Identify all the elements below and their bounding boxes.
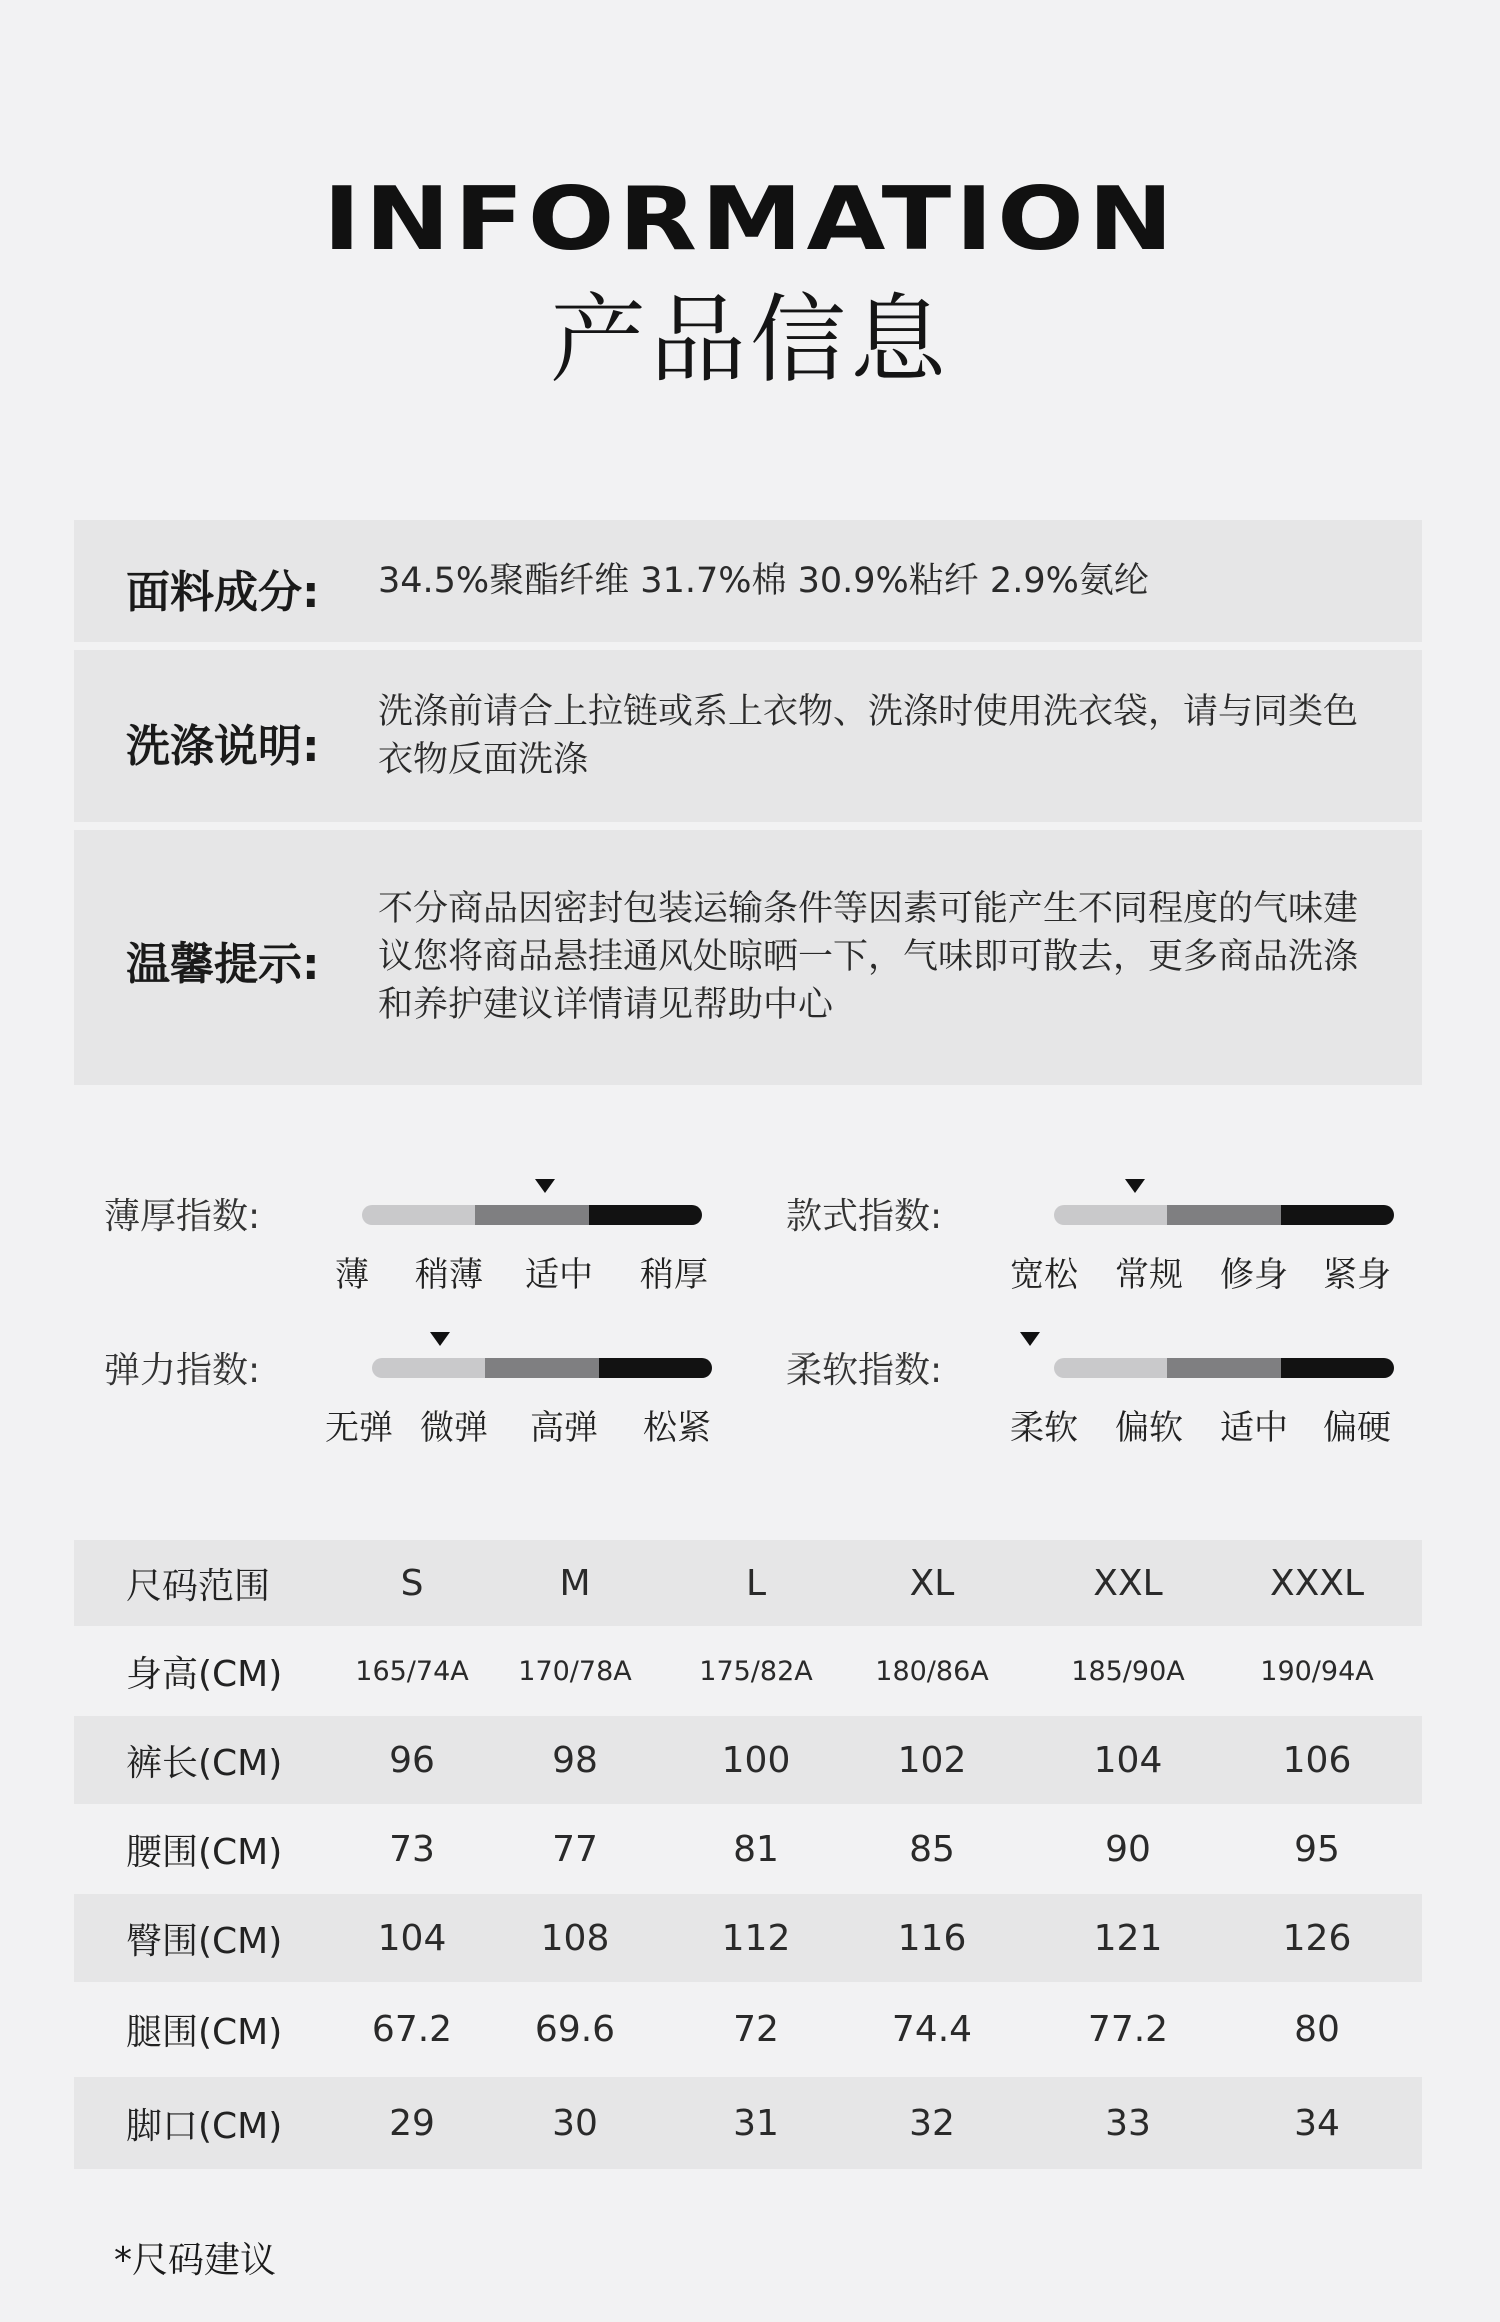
index-option: 常规 bbox=[1115, 1255, 1183, 1295]
table-cell: 190/94A bbox=[1260, 1655, 1374, 1687]
size-column-header: XXL bbox=[1093, 1562, 1163, 1604]
table-cell: 73 bbox=[389, 1828, 435, 1870]
table-row bbox=[74, 1804, 1422, 1894]
table-cell: 185/90A bbox=[1071, 1655, 1185, 1687]
index-option: 薄 bbox=[335, 1255, 369, 1295]
index-scale-bar bbox=[372, 1358, 712, 1378]
table-cell: 104 bbox=[377, 1917, 447, 1959]
table-row bbox=[74, 1982, 1422, 2077]
table-cell: 69.6 bbox=[534, 2009, 616, 2050]
index-option: 松紧 bbox=[643, 1408, 711, 1448]
index-option: 适中 bbox=[1220, 1408, 1288, 1448]
table-cell: 31 bbox=[733, 2102, 779, 2144]
size-column-header: M bbox=[559, 1562, 591, 1604]
table-cell: 95 bbox=[1294, 1828, 1340, 1870]
table-cell: 29 bbox=[389, 2102, 435, 2144]
row-label: 腰围(CM) bbox=[126, 1831, 283, 1873]
row-label: 身高(CM) bbox=[126, 1653, 283, 1695]
index-option: 柔软 bbox=[1010, 1408, 1078, 1448]
index-marker-icon bbox=[535, 1179, 555, 1193]
table-cell: 102 bbox=[897, 1739, 967, 1781]
table-cell: 80 bbox=[1294, 2009, 1340, 2050]
index-option: 偏软 bbox=[1115, 1408, 1183, 1448]
index-label: 柔软指数: bbox=[786, 1350, 943, 1391]
table-cell: 106 bbox=[1282, 1739, 1352, 1781]
index-option: 高弹 bbox=[530, 1408, 598, 1448]
table-cell: 74.4 bbox=[891, 2009, 973, 2050]
table-cell: 32 bbox=[909, 2102, 955, 2144]
table-cell: 126 bbox=[1282, 1917, 1352, 1959]
table-cell: 96 bbox=[389, 1739, 435, 1781]
index-label: 弹力指数: bbox=[104, 1350, 261, 1391]
info-row-tips bbox=[74, 830, 1422, 1085]
info-text: 不分商品因密封包装运输条件等因素可能产生不同程度的气味建议您将商品悬挂通风处晾晒一下，气味即可散去，更多商品洗涤和养护建议详情请见帮助中心 bbox=[378, 889, 1359, 1025]
row-label: 腿围(CM) bbox=[126, 2012, 283, 2053]
index-scale-bar bbox=[362, 1205, 702, 1225]
table-cell: 67.2 bbox=[371, 2009, 453, 2050]
index-scale-bar bbox=[1054, 1358, 1394, 1378]
table-cell: 175/82A bbox=[699, 1655, 813, 1687]
size-column-header: S bbox=[400, 1562, 424, 1604]
row-label: 裤长(CM) bbox=[126, 1742, 283, 1784]
info-label: 洗涤说明: bbox=[126, 721, 320, 772]
index-option: 稍薄 bbox=[415, 1255, 483, 1295]
info-label: 温馨提示: bbox=[126, 939, 320, 990]
index-label: 款式指数: bbox=[786, 1196, 943, 1237]
table-cell: 85 bbox=[909, 1828, 955, 1870]
table-row bbox=[74, 2077, 1422, 2169]
index-option: 稍厚 bbox=[640, 1255, 708, 1295]
title-chinese: 产品信息 bbox=[550, 284, 950, 396]
index-scale-bar bbox=[1054, 1205, 1394, 1225]
table-cell: 34 bbox=[1294, 2102, 1340, 2144]
index-option: 微弹 bbox=[420, 1408, 488, 1448]
index-marker-icon bbox=[1125, 1179, 1145, 1193]
index-option: 适中 bbox=[525, 1255, 593, 1295]
info-text: 洗涤前请合上拉链或系上衣物、洗涤时使用洗衣袋，请与同类色衣物反面洗涤 bbox=[378, 692, 1359, 780]
index-label: 薄厚指数: bbox=[104, 1196, 261, 1237]
table-cell: 72 bbox=[733, 2009, 779, 2050]
size-column-header: L bbox=[745, 1562, 767, 1604]
index-option: 偏硬 bbox=[1323, 1408, 1391, 1448]
table-cell: 77.2 bbox=[1087, 2009, 1169, 2050]
index-option: 修身 bbox=[1220, 1255, 1288, 1295]
table-cell: 81 bbox=[733, 1828, 779, 1870]
table-row bbox=[74, 1894, 1422, 1982]
table-row bbox=[74, 1626, 1422, 1716]
table-cell: 98 bbox=[552, 1739, 598, 1781]
index-marker-icon bbox=[430, 1332, 450, 1346]
table-cell: 121 bbox=[1093, 1917, 1163, 1959]
index-option: 紧身 bbox=[1323, 1255, 1391, 1295]
index-option: 宽松 bbox=[1010, 1255, 1078, 1295]
table-cell: 108 bbox=[540, 1917, 610, 1959]
info-text: 34.5%聚酯纤维 31.7%棉 30.9%粘纤 2.9%氨纶 bbox=[378, 561, 1149, 601]
size-note: *尺码建议 bbox=[114, 2240, 277, 2281]
title-english: INFORMATION bbox=[322, 168, 1178, 271]
index-marker-icon bbox=[1020, 1332, 1040, 1346]
size-table-header bbox=[74, 1540, 1422, 1626]
table-cell: 33 bbox=[1105, 2102, 1151, 2144]
table-row bbox=[74, 1716, 1422, 1804]
table-cell: 100 bbox=[721, 1739, 791, 1781]
table-cell: 90 bbox=[1105, 1828, 1151, 1870]
table-cell: 116 bbox=[897, 1917, 967, 1959]
row-label: 臀围(CM) bbox=[126, 1920, 283, 1962]
size-table bbox=[74, 1540, 1422, 2169]
row-label: 尺码范围 bbox=[126, 1565, 271, 1607]
size-column-header: XXXL bbox=[1269, 1562, 1365, 1604]
info-row-washing bbox=[74, 650, 1422, 822]
size-column-header: XL bbox=[909, 1562, 955, 1604]
row-label: 脚口(CM) bbox=[126, 2105, 283, 2147]
table-cell: 77 bbox=[552, 1828, 598, 1870]
info-row-fabric bbox=[74, 520, 1422, 642]
index-option: 无弹 bbox=[325, 1408, 393, 1448]
table-cell: 170/78A bbox=[518, 1655, 632, 1687]
table-cell: 104 bbox=[1093, 1739, 1163, 1781]
table-cell: 112 bbox=[721, 1917, 791, 1959]
table-cell: 30 bbox=[552, 2102, 598, 2144]
table-cell: 180/86A bbox=[875, 1655, 989, 1687]
table-cell: 165/74A bbox=[355, 1655, 469, 1687]
info-label: 面料成分: bbox=[126, 567, 320, 618]
